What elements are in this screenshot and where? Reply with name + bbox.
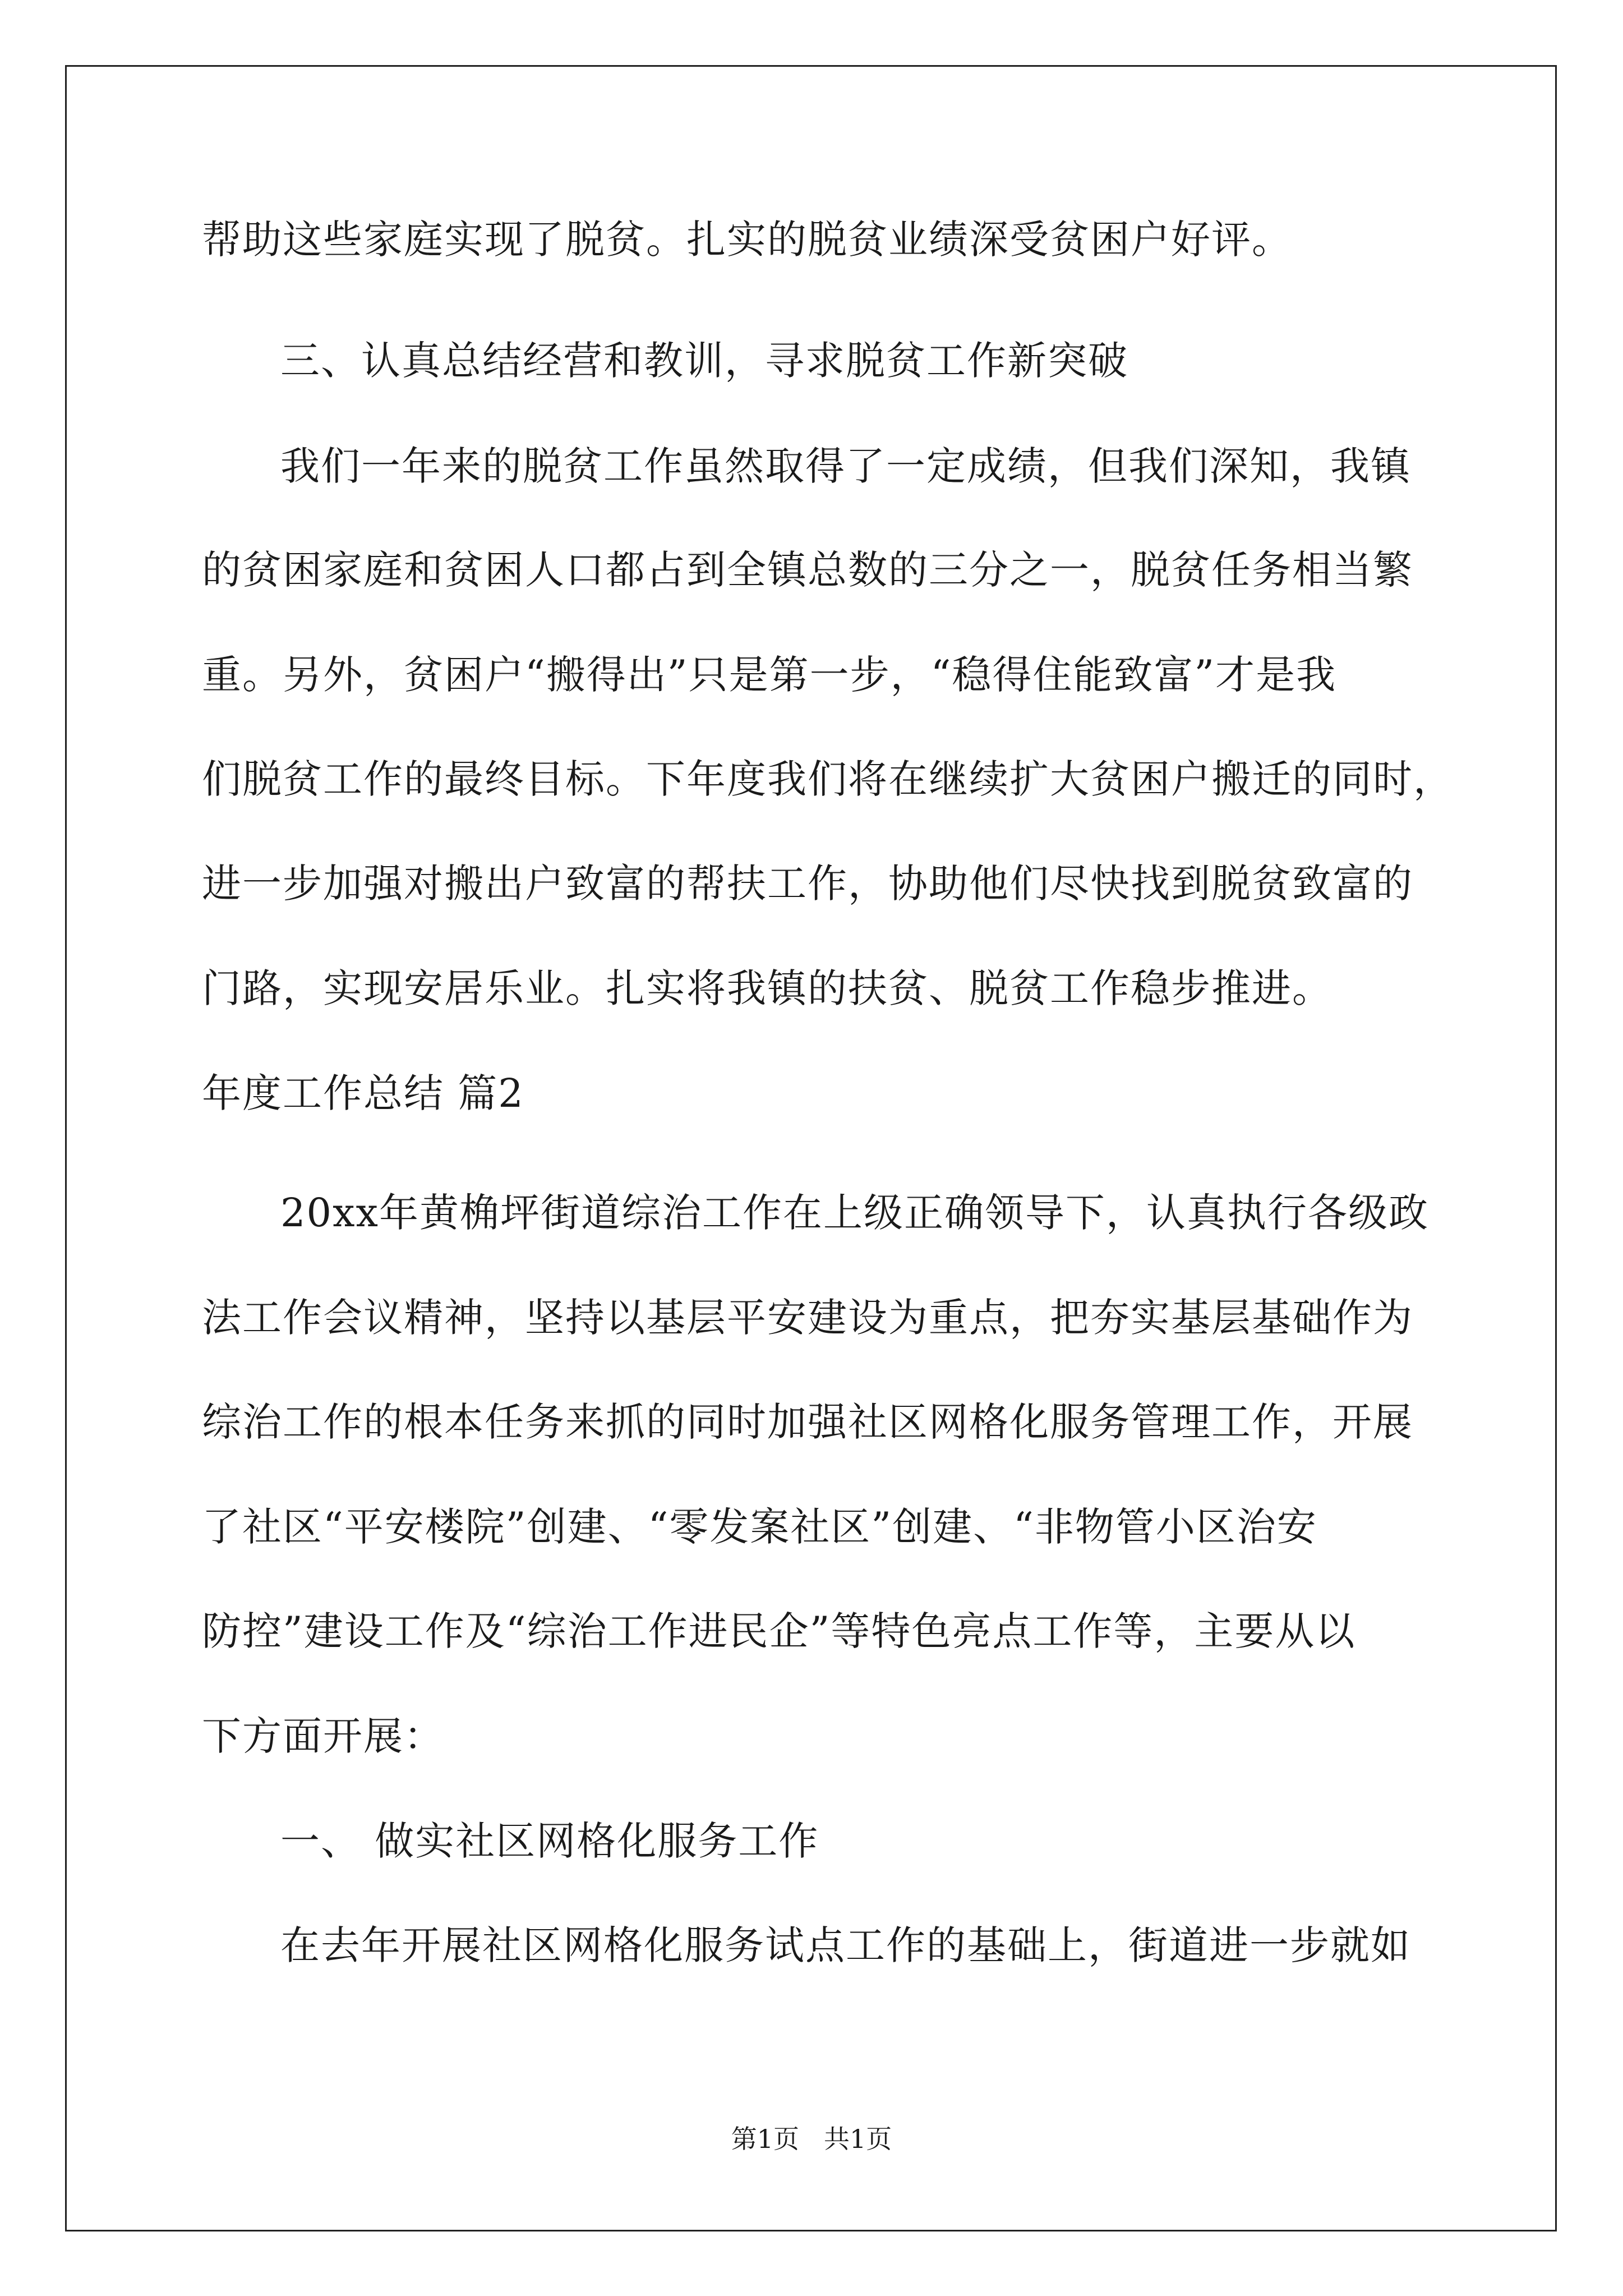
paragraph-line: 下方面开展： bbox=[202, 1713, 444, 1759]
paragraph-line: 20xx年黄桷坪街道综治工作在上级正确领导下，认真执行各级政 bbox=[280, 1190, 1430, 1236]
paragraph-line: 我们一年来的脱贫工作虽然取得了一定成绩，但我们深知，我镇 bbox=[280, 443, 1411, 489]
paragraph-line: 防控”建设工作及“综治工作进民企”等特色亮点工作等，主要从以 bbox=[202, 1608, 1356, 1654]
page-number: 第1页 bbox=[731, 2124, 799, 2154]
paragraph-line: 法工作会议精神，坚持以基层平安建设为重点，把夯实基层基础作为 bbox=[202, 1295, 1413, 1341]
paragraph-line: 进一步加强对搬出户致富的帮扶工作，协助他们尽快找到脱贫致富的 bbox=[202, 861, 1413, 907]
paragraph-line: 了社区“平安楼院”创建、“零发案社区”创建、“非物管小区治安 bbox=[202, 1504, 1317, 1550]
paragraph-line: 的贫困家庭和贫困人口都占到全镇总数的三分之一，脱贫任务相当繁 bbox=[202, 547, 1413, 593]
page-total: 共1页 bbox=[824, 2124, 892, 2154]
page-footer bbox=[0, 2126, 1623, 2152]
section-heading: 一、 做实社区网格化服务工作 bbox=[280, 1818, 819, 1864]
paragraph-line: 在去年开展社区网格化服务试点工作的基础上，街道进一步就如 bbox=[280, 1922, 1411, 1968]
page-border bbox=[65, 65, 1557, 2231]
article-title: 年度工作总结 篇2 bbox=[202, 1070, 524, 1116]
paragraph-line: 门路，实现安居乐业。扎实将我镇的扶贫、脱贫工作稳步推进。 bbox=[202, 965, 1332, 1011]
paragraph-line: 重。另外，贫困户“搬得出”只是第一步，“稳得住能致富”才是我 bbox=[202, 652, 1337, 698]
paragraph-line: 帮助这些家庭实现了脱贫。扎实的脱贫业绩深受贫困户好评。 bbox=[202, 217, 1292, 263]
paragraph-line: 综治工作的根本任务来抓的同时加强社区网格化服务管理工作，开展 bbox=[202, 1399, 1413, 1445]
paragraph-line: 们脱贫工作的最终目标。下年度我们将在继续扩大贫困户搬迁的同时， bbox=[202, 756, 1454, 802]
section-heading: 三、认真总结经营和教训，寻求脱贫工作新突破 bbox=[280, 338, 1128, 384]
